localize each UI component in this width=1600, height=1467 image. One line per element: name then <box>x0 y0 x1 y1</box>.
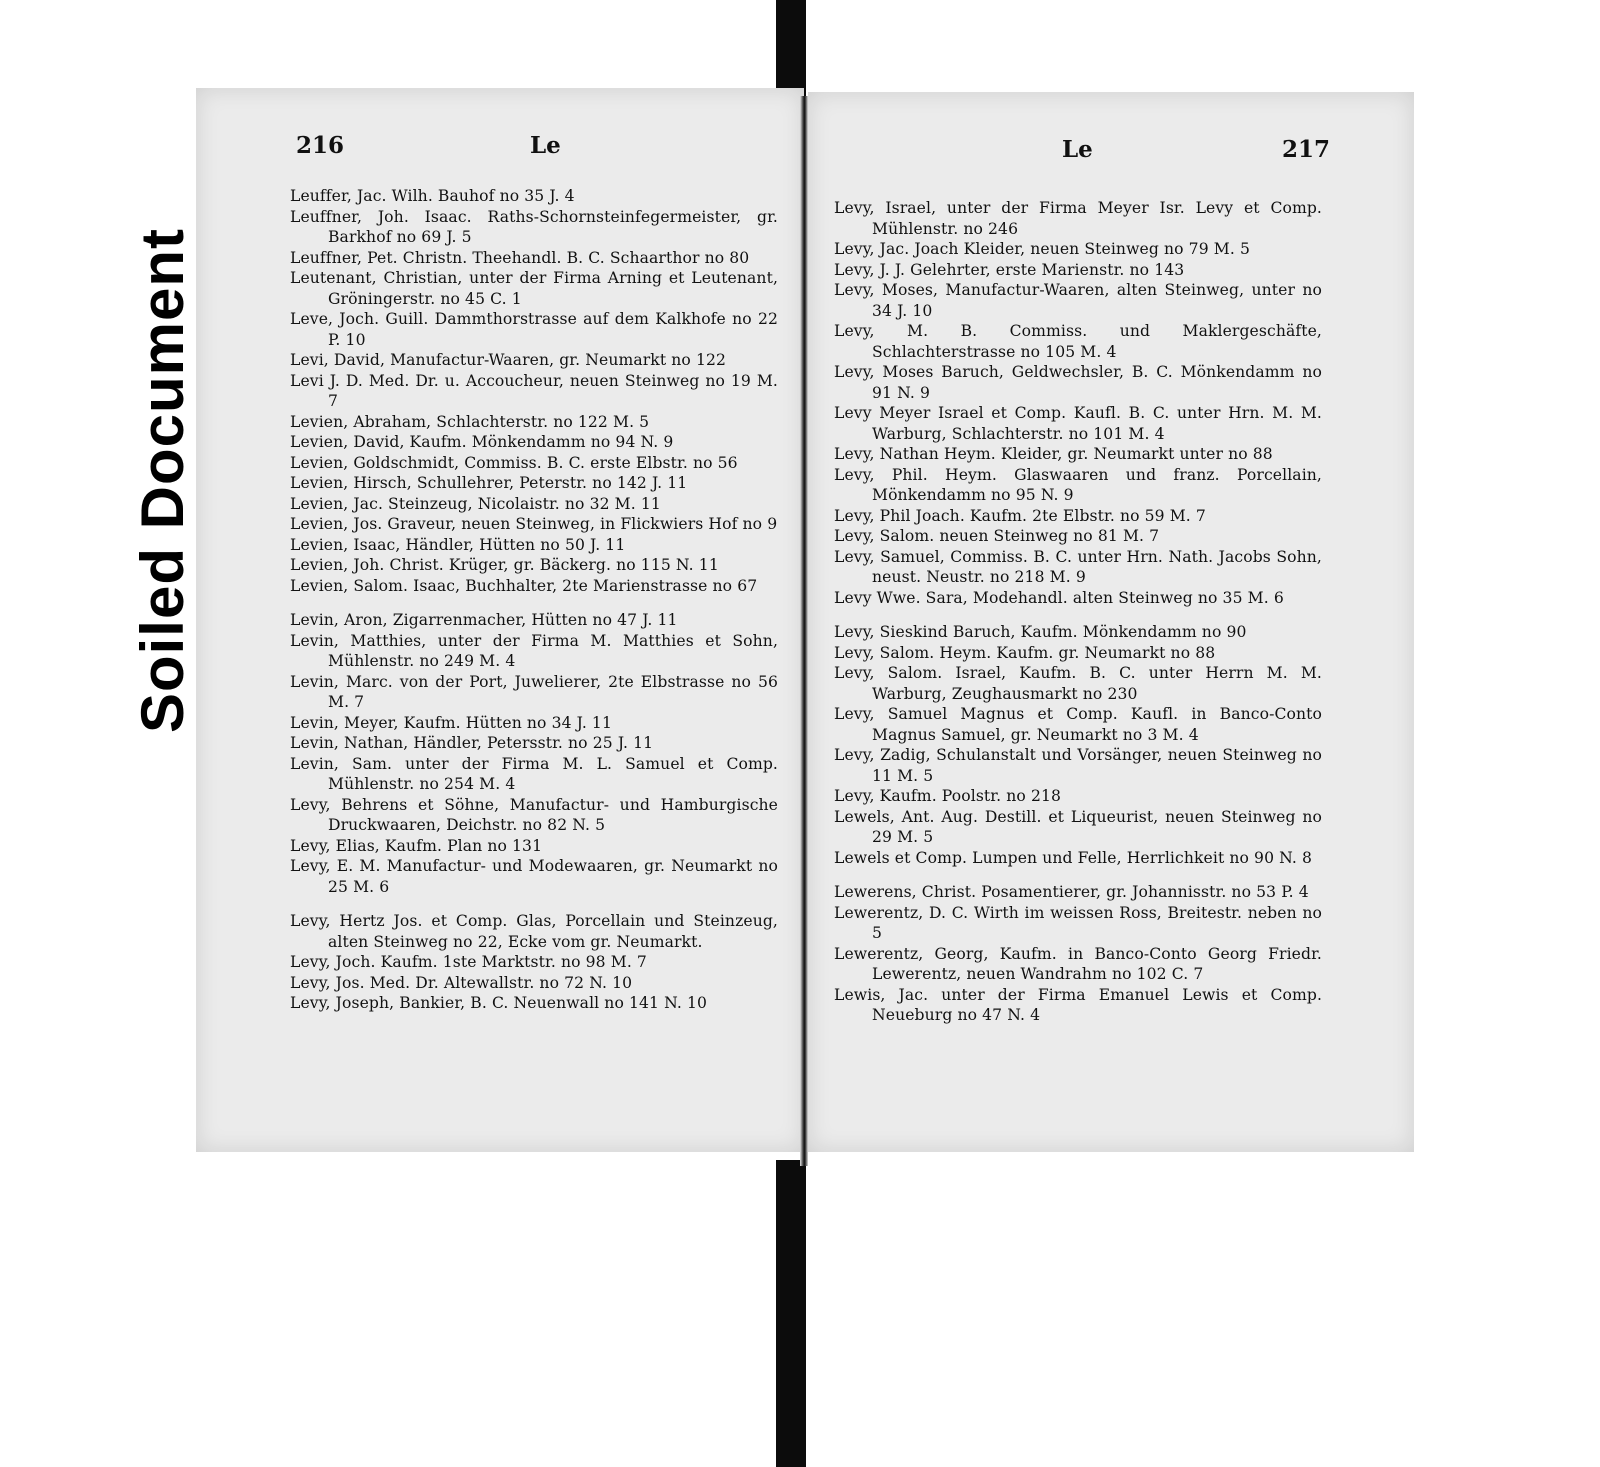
directory-entry: Leve, Joch. Guill. Dammthorstrasse auf dem Kalkhofe no 22 P. 10 <box>290 310 778 349</box>
directory-entry: Levy, Hertz Jos. et Comp. Glas, Porcellain und Steinzeug, alten Steinweg no 22, Ecke vom gr. Neumarkt. <box>290 912 778 951</box>
page-number: 216 <box>296 132 345 159</box>
directory-entry: Levin, Nathan, Händler, Petersstr. no 25 J. 11 <box>290 734 654 752</box>
directory-entry: Leutenant, Christian, unter der Firma Arning et Leutenant, Gröningerstr. no 45 C. 1 <box>290 269 778 308</box>
binding-strip-bottom <box>776 1160 806 1467</box>
directory-entry: Levy, Samuel Magnus et Comp. Kaufl. in Banco-Conto Magnus Samuel, gr. Neumarkt no 3 M. 4 <box>834 705 1322 744</box>
directory-entry: Levy, Phil. Heym. Glaswaaren und franz. Porcellain, Mönkendamm no 95 N. 9 <box>834 465 1322 504</box>
stamp-text: Soiled Document <box>129 227 197 733</box>
directory-entry: Levy, Salom. Israel, Kaufm. B. C. unter Herrn M. M. Warburg, Zeughausmarkt no 230 <box>834 664 1322 703</box>
directory-entry: Levy, M. B. Commiss. und Maklergeschäfte, Schlachterstrasse no 105 M. 4 <box>834 322 1322 361</box>
directory-entry: Lewerentz, Georg, Kaufm. in Banco-Conto Georg Friedr. Lewerentz, neuen Wandrahm no 102 C. 7 <box>834 944 1322 983</box>
directory-entry: Levy Meyer Israel et Comp. Kaufl. B. C. unter Hrn. M. M. Warburg, Schlachterstr. no 101 M. 4 <box>834 404 1322 443</box>
directory-entry: Levien, David, Kaufm. Mönkendamm no 94 N. 9 <box>290 433 674 451</box>
directory-entry: Levin, Marc. von der Port, Juwelierer, 2te Elbstrasse no 56 M. 7 <box>290 672 778 711</box>
directory-entry: Levy, E. M. Manufactur- und Modewaaren, gr. Neumarkt no 25 M. 6 <box>290 857 778 896</box>
directory-entry: Levy, Israel, unter der Firma Meyer Isr. Levy et Comp. Mühlenstr. no 246 <box>834 199 1322 238</box>
directory-entry: Levien, Abraham, Schlachterstr. no 122 M. 5 <box>290 412 650 431</box>
directory-entry: Levy, Jos. Med. Dr. Altewallstr. no 72 N. 10 <box>290 973 633 992</box>
directory-entry: Levy, Joseph, Bankier, B. C. Neuenwall no 141 N. 10 <box>290 994 708 1012</box>
directory-entry: Levin, Aron, Zigarrenmacher, Hütten no 47 J. 11 <box>290 611 678 629</box>
directory-entries <box>834 198 1322 1026</box>
directory-entry: Levy, Joch. Kaufm. 1ste Marktstr. no 98 M. 7 <box>290 953 647 971</box>
directory-entry: Levy, Kaufm. Poolstr. no 218 <box>834 787 1062 805</box>
directory-entry: Leuffner, Joh. Isaac. Raths-Schornsteinfegermeister, gr. Barkhof no 69 J. 5 <box>290 207 778 246</box>
directory-entries <box>290 186 778 1014</box>
directory-entry: Levy, Nathan Heym. Kleider, gr. Neumarkt unter no 88 <box>834 445 1273 463</box>
directory-entry: Levien, Joh. Christ. Krüger, gr. Bäckerg. no 115 N. 11 <box>290 556 719 574</box>
directory-entry: Levy, Behrens et Söhne, Manufactur- und Hamburgische Druckwaaren, Deichstr. no 82 N. 5 <box>290 795 778 834</box>
directory-entry: Levy, Zadig, Schulanstalt und Vorsänger, neuen Steinweg no 11 M. 5 <box>834 746 1322 785</box>
book-gutter <box>800 96 808 1166</box>
directory-entry: Levi J. D. Med. Dr. u. Accoucheur, neuen Steinweg no 19 M. 7 <box>290 371 778 410</box>
directory-entry: Levy, Elias, Kaufm. Plan no 131 <box>290 836 543 855</box>
directory-entry: Leuffner, Pet. Christn. Theehandl. B. C. Schaarthor no 80 <box>290 248 750 267</box>
directory-entry: Levien, Jos. Graveur, neuen Steinweg, in Flickwiers Hof no 9 <box>290 515 778 533</box>
directory-entry: Levien, Hirsch, Schullehrer, Peterstr. no 142 J. 11 <box>290 474 688 492</box>
directory-entry: Levi, David, Manufactur-Waaren, gr. Neumarkt no 122 <box>290 351 727 369</box>
page-header <box>808 136 1414 176</box>
directory-entry: Lewerentz, D. C. Wirth im weissen Ross, Breitestr. neben no 5 <box>834 903 1322 942</box>
directory-entry: Lewerens, Christ. Posamentierer, gr. Johannisstr. no 53 P. 4 <box>834 883 1309 901</box>
directory-entry: Levy, Salom. Heym. Kaufm. gr. Neumarkt no 88 <box>834 643 1216 662</box>
directory-entry: Levin, Sam. unter der Firma M. L. Samuel et Comp. Mühlenstr. no 254 M. 4 <box>290 754 778 793</box>
directory-entry: Levy, Moses Baruch, Geldwechsler, B. C. Mönkendamm no 91 N. 9 <box>834 363 1322 402</box>
directory-entry: Lewis, Jac. unter der Firma Emanuel Lewis et Comp. Neueburg no 47 N. 4 <box>834 985 1322 1024</box>
directory-entry: Lewels, Ant. Aug. Destill. et Liqueurist, neuen Steinweg no 29 M. 5 <box>834 807 1322 846</box>
directory-entry: Levien, Isaac, Händler, Hütten no 50 J. 11 <box>290 535 626 554</box>
directory-entry: Levy, Sieskind Baruch, Kaufm. Mönkendamm no 90 <box>834 623 1247 641</box>
directory-entry: Leuffer, Jac. Wilh. Bauhof no 35 J. 4 <box>290 187 575 205</box>
directory-entry: Levy, Jac. Joach Kleider, neuen Steinweg no 79 M. 5 <box>834 240 1250 258</box>
page-number: 217 <box>1282 136 1331 163</box>
directory-entry: Levy, Moses, Manufactur-Waaren, alten Steinweg, unter no 34 J. 10 <box>834 281 1322 320</box>
directory-entry: Levin, Matthies, unter der Firma M. Matthies et Sohn, Mühlenstr. no 249 M. 4 <box>290 631 778 670</box>
left-page <box>196 88 804 1152</box>
directory-entry: Levien, Jac. Steinzeug, Nicolaistr. no 32 M. 11 <box>290 494 661 513</box>
directory-entry: Levien, Goldschmidt, Commiss. B. C. erste Elbstr. no 56 <box>290 453 738 472</box>
directory-entry: Lewels et Comp. Lumpen und Felle, Herrlichkeit no 90 N. 8 <box>834 848 1313 867</box>
directory-entry: Levien, Salom. Isaac, Buchhalter, 2te Marienstrasse no 67 <box>290 576 758 595</box>
directory-entry: Levin, Meyer, Kaufm. Hütten no 34 J. 11 <box>290 713 612 732</box>
directory-entry: Levy, J. J. Gelehrter, erste Marienstr. no 143 <box>834 260 1185 279</box>
running-head: Le <box>530 132 561 159</box>
directory-entry: Levy, Samuel, Commiss. B. C. unter Hrn. Nath. Jacobs Sohn, neust. Neustr. no 218 M. 9 <box>834 547 1322 586</box>
right-page <box>808 92 1414 1152</box>
running-head: Le <box>1062 136 1093 163</box>
directory-entry: Levy, Phil Joach. Kaufm. 2te Elbstr. no 59 M. 7 <box>834 506 1206 525</box>
directory-entry: Levy Wwe. Sara, Modehandl. alten Steinweg no 35 M. 6 <box>834 588 1284 607</box>
directory-entry: Levy, Salom. neuen Steinweg no 81 M. 7 <box>834 527 1160 545</box>
page-header <box>196 132 804 172</box>
